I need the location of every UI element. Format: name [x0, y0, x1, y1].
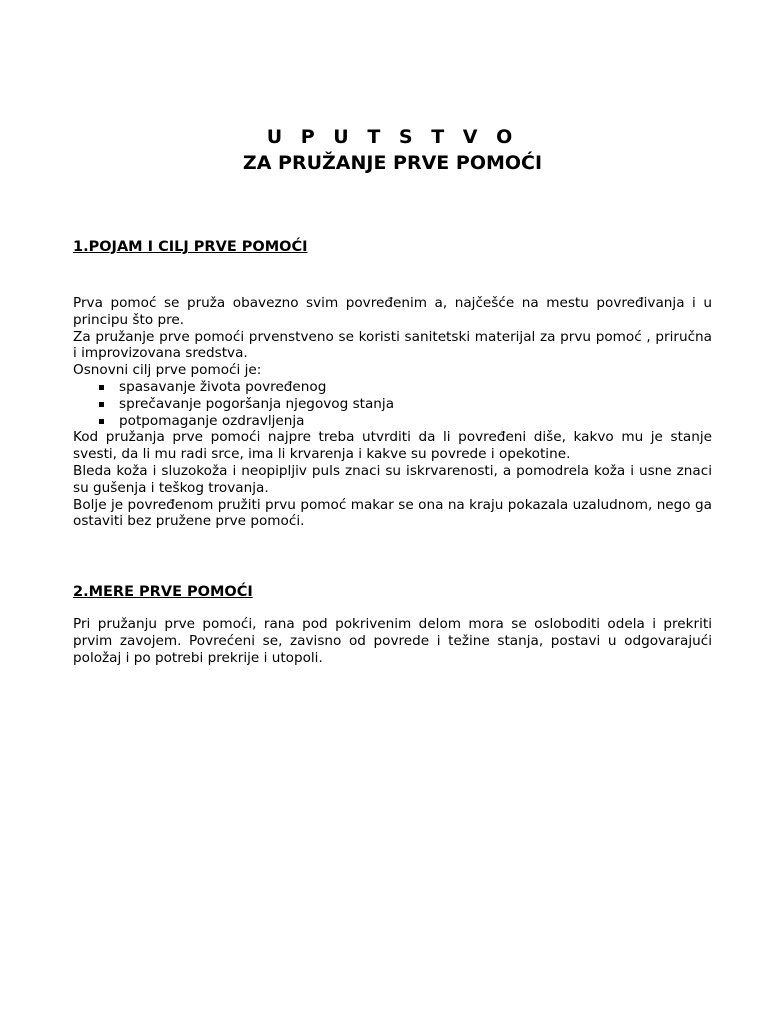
- section-1-paragraph-3: Osnovni cilj prve pomoći je:: [73, 362, 262, 379]
- section-1-paragraph-6: Bolje je povređenom pružiti prvu pomoć makar se ona na kraju pokazala uzaludnom, nego ga ostaviti bez pružene prve pomoći.: [73, 496, 712, 530]
- section-1-paragraph-4: Kod pružanja prve pomoći najpre treba utvrditi da li povređeni diše, kakvo mu je stanje svesti, da li mu radi srce, ima li krvarenja i kakve su povrede i opekotine.: [73, 429, 712, 463]
- square-bullet-icon: [99, 385, 104, 390]
- list-item-text: spasavanje života povređenog: [119, 378, 327, 395]
- square-bullet-icon: [99, 402, 104, 407]
- list-item-text: sprečavanje pogoršanja njegovog stanja: [119, 395, 395, 412]
- section-1-heading: 1.POJAM I CILJ PRVE POMOĆI: [73, 239, 308, 255]
- list-item: [73, 396, 712, 413]
- section-1-body: [73, 295, 712, 530]
- document-title: U P U T S T V O: [266, 126, 519, 148]
- list-item: [73, 379, 712, 396]
- square-bullet-icon: [99, 419, 104, 424]
- section-2-heading: 2.MERE PRVE POMOĆI: [73, 584, 253, 600]
- document-subtitle: ZA PRUŽANJE PRVE POMOĆI: [242, 152, 543, 174]
- goals-list: [73, 379, 712, 429]
- document-page: [73, 0, 712, 1024]
- list-item: [73, 413, 712, 430]
- section-1-paragraph-2: Za pružanje prve pomoći prvenstveno se koristi sanitetski materijal za prvu pomoć , priručna i improvizovana sredstva.: [73, 328, 712, 362]
- list-item-text: potpomaganje ozdravljenja: [119, 412, 305, 429]
- section-1-paragraph-1: Prva pomoć se pruža obavezno svim povređenim a, najčešće na mestu povređivanja i u principu što pre.: [73, 295, 712, 328]
- section-2-paragraph-1: Pri pružanju prve pomoći, rana pod pokrivenim delom mora se osloboditi odela i prekriti prvim zavojem. Povrećeni se, zavisno od povrede i težine stanja, postavi u odgovarajući položaj i po potrebi prekrije i utopoli.: [73, 616, 712, 666]
- section-2-body: [73, 616, 712, 666]
- section-1-paragraph-5: Bleda koža i sluzokoža i neopipljiv puls znaci su iskrvarenosti, a pomodrela koža i usne znaci su gušenja i teškog trovanja.: [73, 462, 712, 496]
